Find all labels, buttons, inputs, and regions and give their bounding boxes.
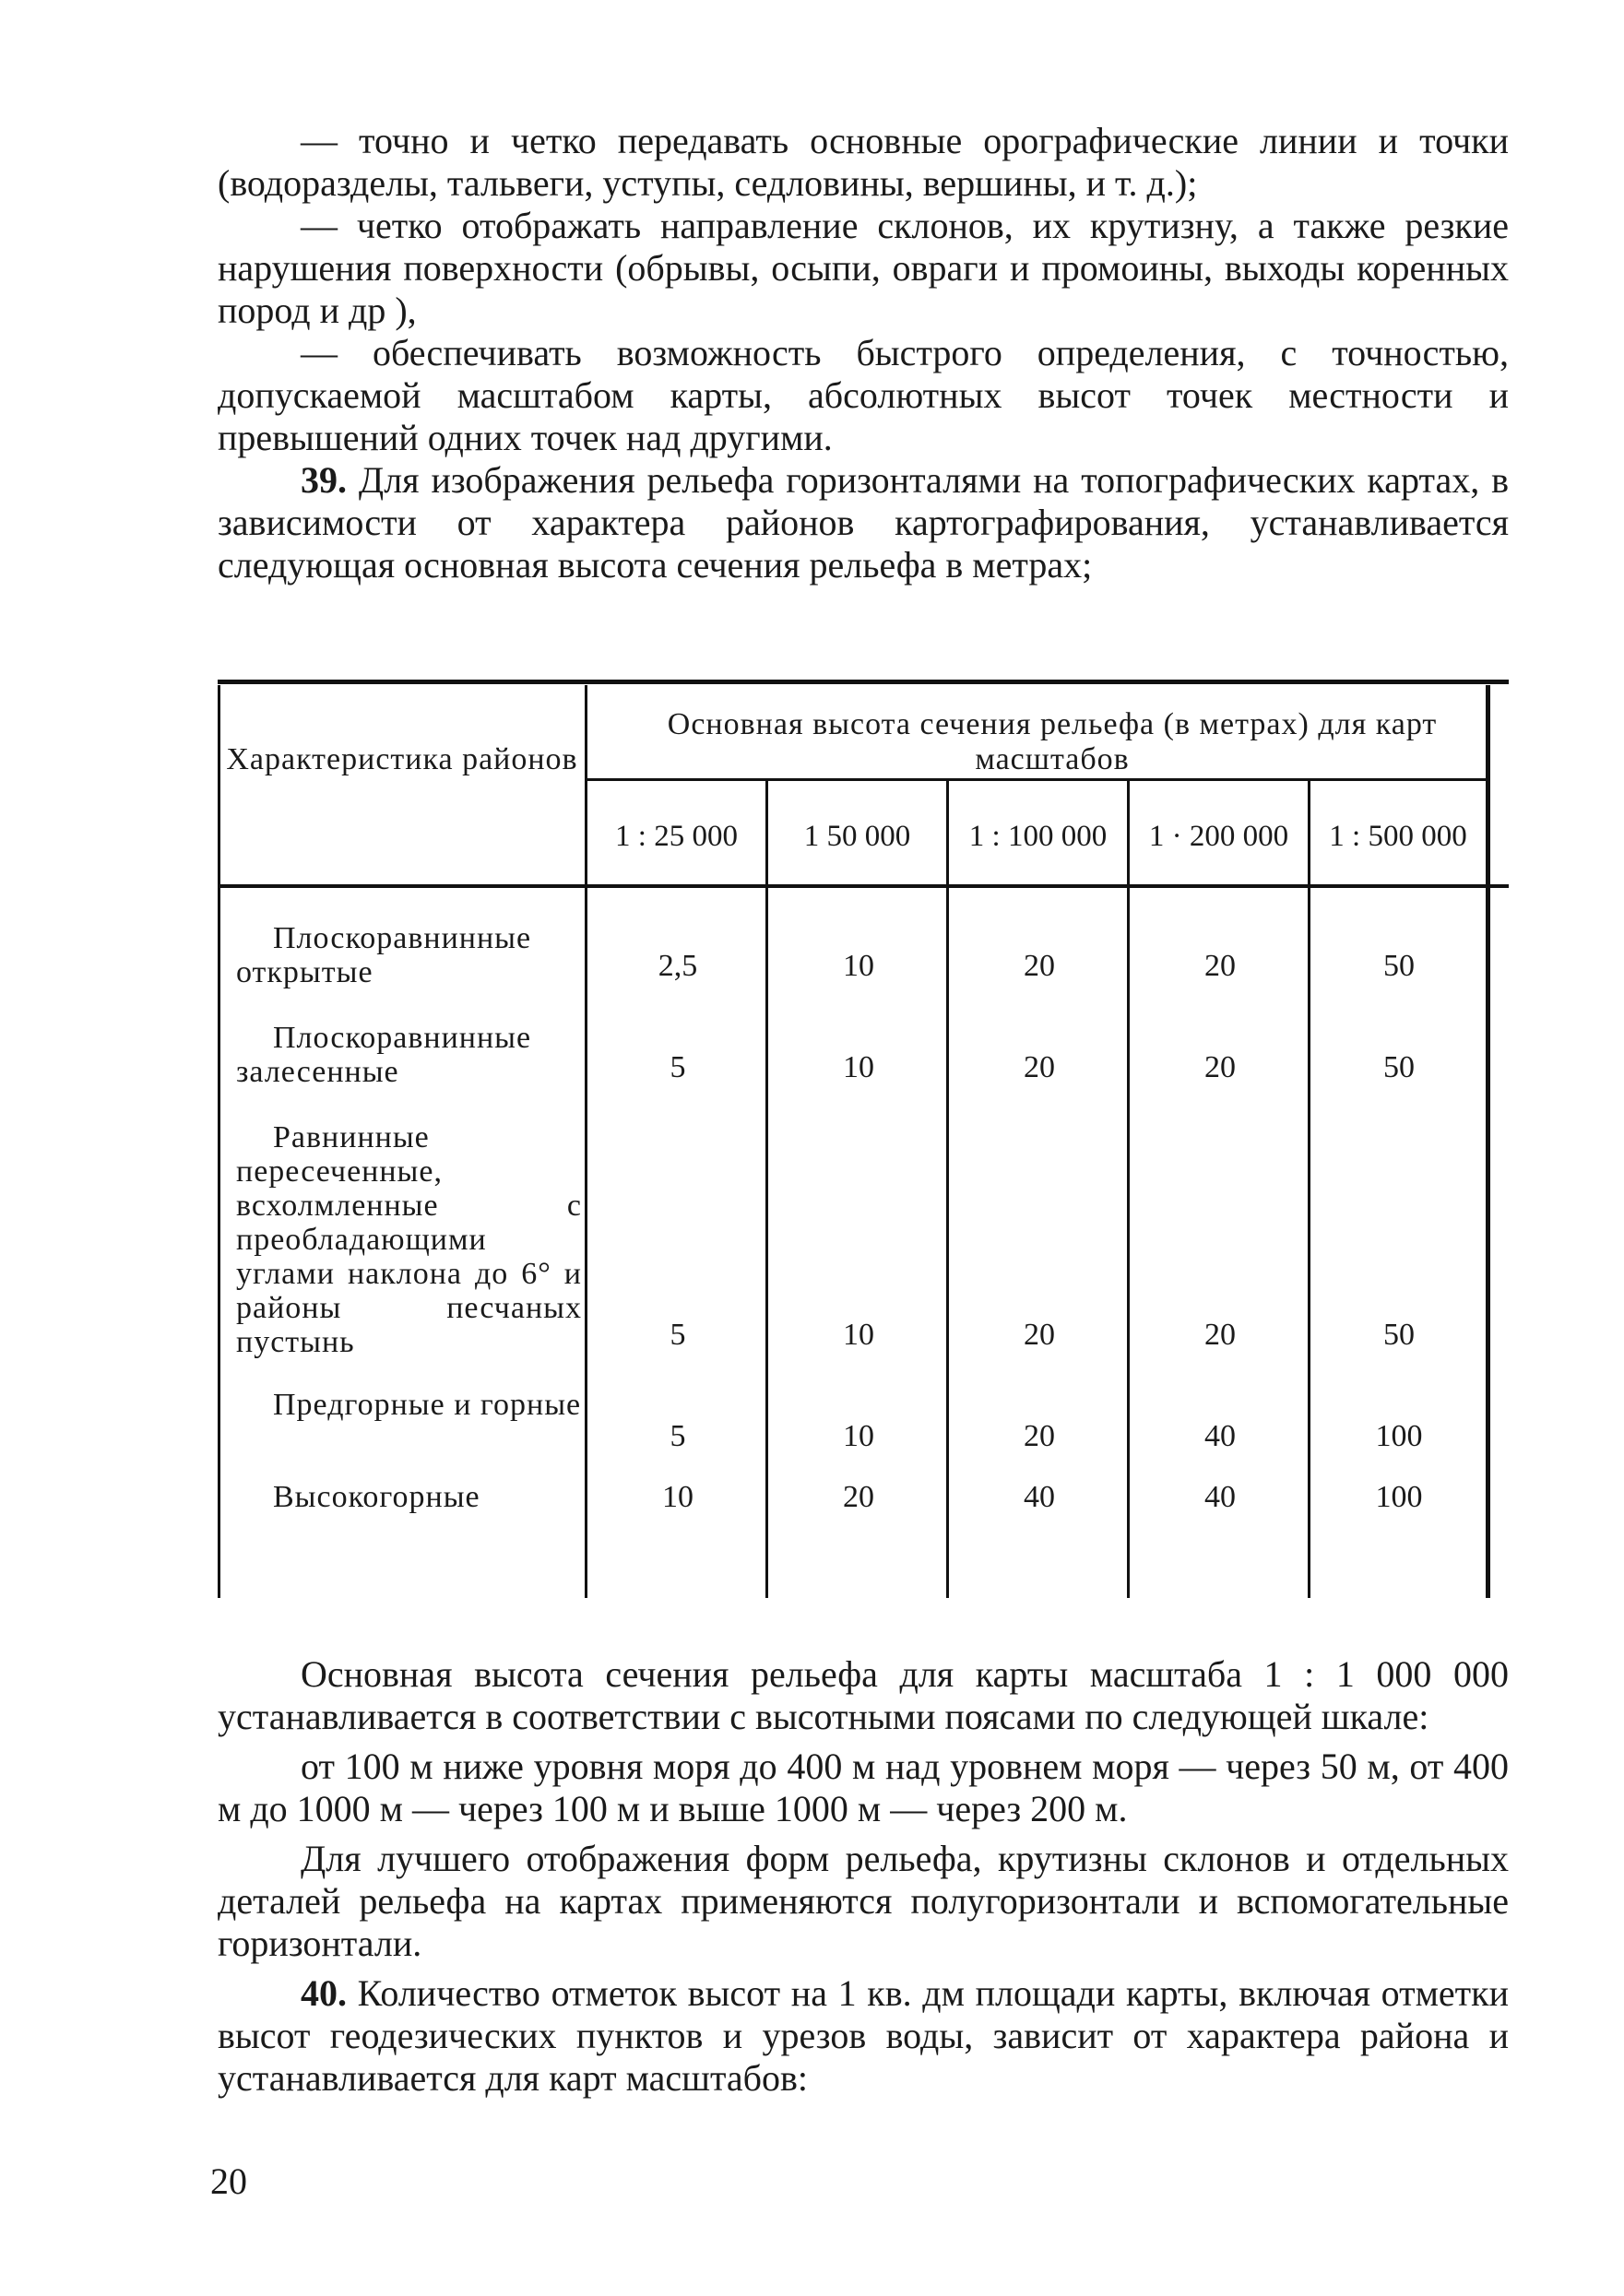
table-cell: 40 <box>1024 1480 1055 1514</box>
row-label <box>236 1021 582 1089</box>
scale-header: 1 · 200 000 <box>1148 820 1289 853</box>
table-cell: 5 <box>670 1419 686 1453</box>
row-label-text: Предгорные и горные <box>273 1388 582 1422</box>
table-right-border <box>1486 685 1490 1598</box>
header-main: Основная высота сечения рельефа (в метрах) для карт масштабов <box>667 707 1438 776</box>
table-cell: 10 <box>843 1050 874 1084</box>
table-cell: 2,5 <box>658 949 698 983</box>
table-cell: 100 <box>1375 1480 1423 1514</box>
table-cell: 5 <box>670 1050 686 1084</box>
table-col-divider <box>1127 781 1130 1598</box>
section-40-text: Количество отметок высот на 1 кв. дм площади карты, включая отметки высот геодезических пунктов и урезов воды, зависит от характера района и устанавливается для карт масштабов: <box>218 1972 1509 2099</box>
row-label-text: Плоскоравнинные залесенные <box>236 1021 532 1089</box>
table-header-rule <box>218 884 1509 888</box>
bottom-text-block <box>218 1653 1509 2107</box>
table-cell: 10 <box>843 1419 874 1453</box>
row-label <box>236 1480 582 1514</box>
table-cell: 10 <box>843 949 874 983</box>
table-cell: 20 <box>1024 949 1055 983</box>
row-label-text: Равнинные пересеченные, всхолмленные с преобладающими углами наклона до 6° и районы песчаных пустынь <box>236 1120 582 1359</box>
paragraph-section-40 <box>218 1972 1509 2100</box>
paragraph-height-zones: от 100 м ниже уровня моря до 400 м над уровнем моря — через 50 м, от 400 м до 1000 м — через 100 м и выше 1000 м — через 200 м. <box>218 1746 1509 1829</box>
table-left-border <box>218 685 220 1598</box>
section-40-number: 40. <box>301 1972 347 2014</box>
section-39-number: 39. <box>301 459 347 501</box>
table-cell: 50 <box>1383 949 1415 983</box>
paragraph-orographic-lines: — точно и четко передавать основные орографические линии и точки (водоразделы, тальвеги, уступы, седловины, вершины, и т. д.); <box>218 120 1509 204</box>
paragraph-half-contours: Для лучшего отображения форм рельефа, крутизны склонов и отдельных деталей рельефа на картах применяются полугоризонтали и вспомогательные горизонтали. <box>218 1838 1509 1964</box>
scale-header: 1 : 500 000 <box>1329 820 1467 853</box>
table-cell: 10 <box>843 1318 874 1352</box>
paragraph-heights: — обеспечивать возможность быстрого определения, с точностью, допускаемой масштабом карты, абсолютных высот точек местности и превышений одних точек над другими. <box>218 332 1509 458</box>
table-cell: 20 <box>1024 1318 1055 1352</box>
table-cell: 50 <box>1383 1050 1415 1084</box>
row-label-text: Высокогорные <box>273 1480 480 1514</box>
section-39-text: Для изображения рельефа горизонталями на топографических картах, в зависимости от характера районов картографирования, устанавливается следующая основная высота сечения рельефа в метрах; <box>218 459 1509 586</box>
table-cell: 20 <box>1204 949 1236 983</box>
table-cell: 40 <box>1204 1480 1236 1514</box>
table-cell: 20 <box>1204 1050 1236 1084</box>
paragraph-section-39 <box>218 459 1509 586</box>
page-number: 20 <box>210 2160 247 2202</box>
header-characteristic: Характеристика районов <box>226 742 578 776</box>
scale-header: 1 : 100 000 <box>968 820 1108 853</box>
table-col-divider <box>765 781 768 1598</box>
row-label <box>236 1120 582 1359</box>
table-cell: 20 <box>1024 1050 1055 1084</box>
scale-header: 1 50 000 <box>803 820 911 853</box>
table-col-divider <box>1308 781 1310 1598</box>
paragraph-scale-million: Основная высота сечения рельефа для карты масштаба 1 : 1 000 000 устанавливается в соответствии с высотными поясами по следующей шкале: <box>218 1653 1509 1737</box>
row-label-text: Плоскоравнинные открытые <box>236 921 532 989</box>
table-subheader-rule <box>585 778 1490 781</box>
scale-header: 1 : 25 000 <box>615 820 738 853</box>
row-label <box>236 921 582 989</box>
table-col-divider <box>946 781 949 1598</box>
table-top-rule <box>218 680 1509 684</box>
table-cell: 10 <box>662 1480 693 1514</box>
top-text-block <box>218 120 1509 586</box>
table-cell: 50 <box>1383 1318 1415 1352</box>
table-cell: 20 <box>1024 1419 1055 1453</box>
table-cell: 100 <box>1375 1419 1423 1453</box>
table-cell: 20 <box>1204 1318 1236 1352</box>
paragraph-slopes: — четко отображать направление склонов, их крутизну, а также резкие нарушения поверхности (обрывы, осыпи, овраги и промоины, выходы коренных пород и др ), <box>218 205 1509 331</box>
row-label <box>236 1388 582 1422</box>
table-cell: 5 <box>670 1318 686 1352</box>
relief-interval-table <box>218 680 1509 1606</box>
table-cell: 20 <box>843 1480 874 1514</box>
table-cell: 40 <box>1204 1419 1236 1453</box>
